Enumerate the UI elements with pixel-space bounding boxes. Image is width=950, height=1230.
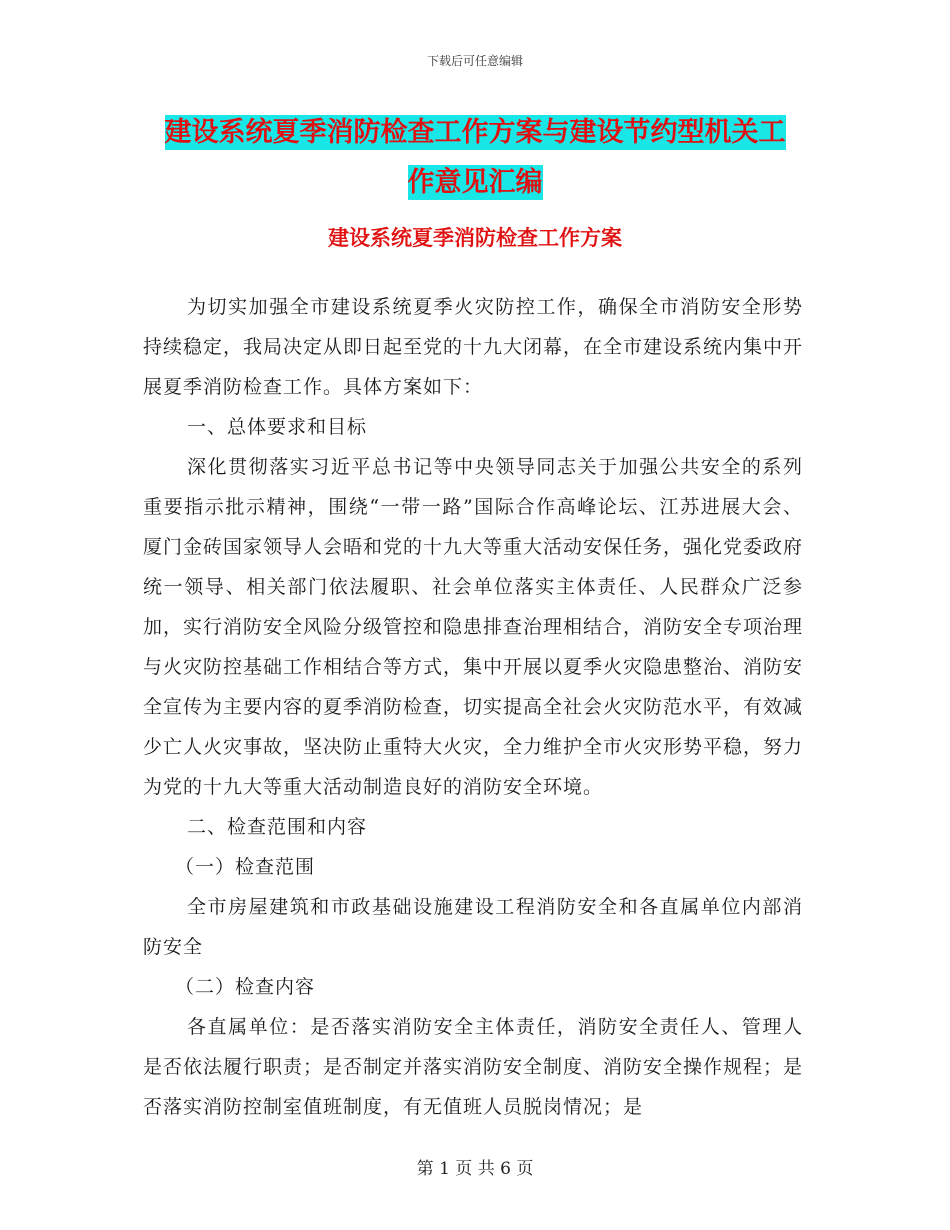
document-title <box>140 108 810 208</box>
document-title-line-1: 建设系统夏季消防检查工作方案与建设节约型机关工 <box>164 117 786 148</box>
paragraph-requirements: 深化贯彻落实习近平总书记等中央领导同志关于加强公共安全的系列重要指示批示精神，围绕“一带一路”国际合作高峰论坛、江苏进展大会、厦门金砖国家领导人会晤和党的十九大等重大活动安保任务，强化党委政府统一领导、相关部门依法履职、社会单位落实主体责任、人民群众广泛参加，实行消防安全风险分级管控和隐患排查治理相结合，消防安全专项治理与火灾防控基础工作相结合等方式，集中开展以夏季火灾隐患整治、消防安全宣传为主要内容的夏季消防检查，切实提高全社会火灾防范水平，有效减少亡人火灾事故，坚决防止重特大火灾，全力维护全市火灾形势平稳，努力为党的十九大等重大活动制造良好的消防安全环境。 <box>143 456 804 798</box>
section-title: 建设系统夏季消防检查工作方案 <box>328 226 622 250</box>
paragraph-intro: 为切实加强全市建设系统夏季火灾防控工作，确保全市消防安全形势持续稳定，我局决定从即日起至党的十九大闭幕，在全市建设系统内集中开展夏季消防检查工作。具体方案如下： <box>143 296 804 398</box>
document-body <box>143 287 803 1127</box>
paragraph-content: 各直属单位：是否落实消防安全主体责任，消防安全责任人、管理人是否依法履行职责；是否制定并落实消防安全制度、消防安全操作规程；是否落实消防控制室值班制度，有无值班人员脱岗情况；是 <box>143 1016 804 1118</box>
paragraph-scope: 全市房屋建筑和市政基础设施建设工程消防安全和各直属单位内部消防安全 <box>143 896 803 958</box>
document-title-line-2: 作意见汇编 <box>407 167 543 198</box>
subheading-content: （二）检查内容 <box>175 976 316 998</box>
heading-scope-and-content: 二、检查范围和内容 <box>187 816 368 838</box>
subheading-scope: （一）检查范围 <box>175 856 316 878</box>
heading-general-requirements: 一、总体要求和目标 <box>187 416 368 438</box>
header-note: 下载后可任意编辑 <box>426 54 523 68</box>
page-number-footer: 第 1 页 共 6 页 <box>416 1159 534 1179</box>
